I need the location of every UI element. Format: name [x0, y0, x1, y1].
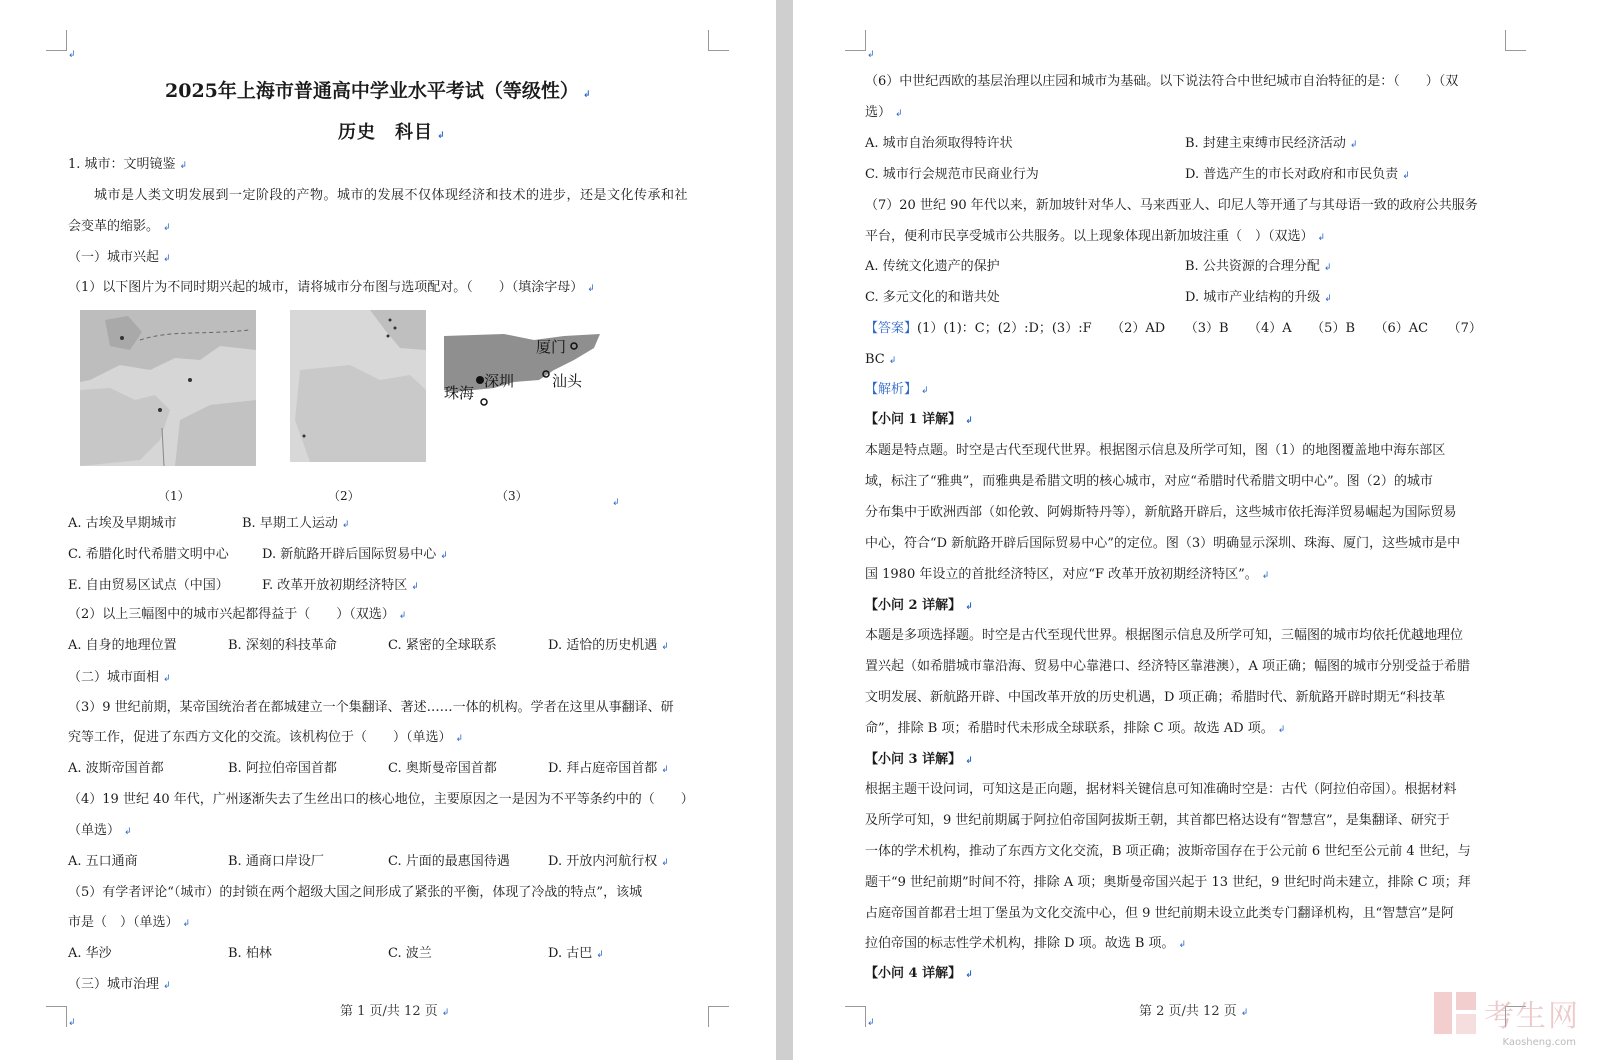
paragraph-mark: ↲	[867, 1018, 875, 1028]
option-b: B. 阿拉伯帝国首都	[228, 761, 337, 776]
watermark-subtext: Kaosheng.com	[1502, 1037, 1576, 1048]
option-d: D. 新航路开辟后国际贸易中心	[262, 547, 437, 562]
answer-line: 【答案】(1）(1)：C；(2）:D；(3）:F （2）AD （3）B （4）A （5）B （6）AC （7）	[865, 321, 1482, 336]
option-d: D. 开放内河航行权	[548, 854, 658, 869]
question-text: （2）以上三幅图中的城市兴起都得益于（ ）（双选） ↲	[68, 607, 407, 622]
option-row: A. 传统文化遗产的保护 B. 公共资源的合理分配 ↲	[865, 257, 1331, 278]
question-text: （6）中世纪西欧的基层治理以庄园和城市为基础。以下说法符合中世纪城市自治特征的是：（ ）（双	[865, 74, 1459, 89]
option-c: C. 奥斯曼帝国首都	[388, 761, 497, 776]
map-mediterranean-east	[80, 310, 256, 466]
option-a: A. 华沙	[68, 946, 112, 961]
analysis-text: 及所学可知，9 世纪前期属于阿拉伯帝国阿拔斯王朝，其首都巴格达设有“智慧宫”，是集翻译、研究于	[865, 813, 1450, 828]
sub-question-heading: 【小问 3 详解】 ↲	[865, 752, 973, 767]
analysis-text: 分布集中于欧洲西部（如伦敦、阿姆斯特丹等），新航路开辟后，这些城市依托海洋贸易崛起为国际贸易	[865, 505, 1457, 520]
option-d: D. 适恰的历史机遇	[548, 638, 658, 653]
option-a: A. 城市自治须取得特许状	[865, 136, 1013, 151]
option-b: B. 早期工人运动	[242, 516, 338, 531]
crop-mark-top-left	[46, 30, 67, 51]
option-c: C. 城市行会规范市民商业行为	[865, 167, 1039, 182]
map-label-xiamen: 厦门	[536, 338, 567, 356]
option-row: A. 城市自治须取得特许状 B. 封建主束缚市民经济活动 ↲	[865, 134, 1357, 155]
section-heading: （二）城市面相 ↲	[68, 670, 171, 685]
crop-mark-bottom-left	[845, 1006, 866, 1027]
question-text: 选） ↲	[865, 105, 903, 120]
map-label-shantou: 汕头	[552, 372, 583, 390]
option-c: C. 希腊化时代希腊文明中心	[68, 547, 229, 562]
option-a: A. 传统文化遗产的保护	[865, 259, 1000, 274]
question-text: （7）20 世纪 90 年代以来，新加坡针对华人、马来西亚人、印尼人等开通了与其母语一致的政府公共服务	[865, 198, 1478, 213]
option-d: D. 拜占庭帝国首都	[548, 761, 658, 776]
analysis-text: 置兴起（如希腊城市靠沿海、贸易中心靠港口、经济特区靠港澳），A 项正确；幅图的城市分别受益于希腊	[865, 659, 1471, 674]
sub-question-heading: 【小问 1 详解】 ↲	[865, 412, 973, 427]
question-text: （1）以下图片为不同时期兴起的城市，请将城市分布图与选项配对。（ ）（填涂字母） ↲	[68, 280, 595, 295]
option-row: C. 希腊化时代希腊文明中心 D. 新航路开辟后国际贸易中心 ↲	[68, 545, 448, 566]
answer-label: 【答案】	[865, 321, 918, 336]
question-text: （5）有学者评论“（城市）的封锁在两个超级大国之间形成了紧张的平衡，体现了冷战的特点”，该城	[68, 885, 643, 900]
analysis-text: 中心，符合“D 新航路开辟后国际贸易中心”的定位。图（3）明确显示深圳、珠海、厦门，这些城市是中	[865, 536, 1461, 551]
crop-mark-top-left	[845, 30, 866, 51]
paragraph-mark: ↲	[68, 50, 76, 60]
crop-mark-bottom-right	[708, 1006, 729, 1027]
analysis-text: 一体的学术机构，推动了东西方文化交流，B 项正确；波斯帝国存在于公元前 6 世纪至公元前 4 世纪，与	[865, 844, 1471, 859]
crop-mark-bottom-left	[46, 1006, 67, 1027]
option-b: B. 通商口岸设厂	[228, 854, 324, 869]
map-label-shenzhen: 深圳	[484, 372, 515, 390]
question-text: 究等工作，促进了东西方文化的交流。该机构位于（ ）（单选） ↲	[68, 730, 464, 745]
option-a: A. 自身的地理位置	[68, 638, 177, 653]
option-b: B. 公共资源的合理分配	[1185, 259, 1320, 274]
map-image-3	[444, 330, 600, 414]
question-text: 市是（ ）（单选） ↲	[68, 915, 191, 930]
question-text: 平台，便利市民享受城市公共服务。以上现象体现出新加坡注重（ ）（双选） ↲	[865, 229, 1326, 244]
analysis-text: 文明发展、新航路开辟、中国改革开放的历史机遇，D 项正确；希腊时代、新航路开辟时期无“科技革	[865, 690, 1446, 705]
option-b: B. 柏林	[228, 946, 272, 961]
analysis-text: 根据主题干设问词，可知这是正向题，据材料关键信息可知准确时空是：古代（阿拉伯帝国）。根据材料	[865, 782, 1457, 797]
page-subtitle: 历史 科目 ↲	[338, 122, 446, 143]
paragraph-mark: ↲	[867, 50, 875, 60]
option-d: D. 普选产生的市长对政府和市民负责	[1185, 167, 1399, 182]
map-image-1	[80, 310, 256, 466]
option-b: B. 深刻的科技革命	[228, 638, 337, 653]
paragraph-mark: ↲	[68, 1018, 76, 1028]
option-a: A. 古埃及早期城市	[68, 516, 177, 531]
option-a: A. 波斯帝国首都	[68, 761, 164, 776]
option-b: B. 封建主束缚市民经济活动	[1185, 136, 1346, 151]
crop-mark-top-right	[708, 30, 729, 51]
option-row: A. 古埃及早期城市 B. 早期工人运动 ↲	[68, 514, 349, 535]
option-d: D. 古巴	[548, 946, 593, 961]
option-c: C. 片面的最惠国待遇	[388, 854, 510, 869]
paragraph-mark: ↲	[612, 498, 620, 508]
page-footer: 第 2 页/共 12 页 ↲	[1139, 1004, 1249, 1019]
question-text: （单选） ↲	[68, 823, 132, 838]
option-a: A. 五口通商	[68, 854, 138, 869]
watermark-text: 考生网	[1484, 999, 1580, 1034]
option-d: D. 城市产业结构的升级	[1185, 290, 1321, 305]
analysis-text: 国 1980 年设立的首批经济特区，对应“F 改革开放初期经济特区”。 ↲	[865, 567, 1270, 582]
analysis-text: 本题是特点题。时空是古代至现代世界。根据图示信息及所学可知，图（1）的地图覆盖地中海东部区	[865, 443, 1446, 458]
document-page-1	[0, 0, 776, 1060]
analysis-text: 占庭帝国首都君士坦丁堡虽为文化交流中心，但 9 世纪前期未设立此类专门翻译机构，且“智慧宫”是阿	[865, 906, 1454, 921]
question-text: （4）19 世纪 40 年代，广州逐渐失去了生丝出口的核心地位，主要原因之一是因为不平等条约中的（ ）	[68, 792, 694, 807]
option-row: C. 多元文化的和谐共处 D. 城市产业结构的升级 ↲	[865, 288, 1332, 309]
analysis-text: 本题是多项选择题。时空是古代至现代世界。根据图示信息及所学可知，三幅图的城市均依托优越地理位	[865, 628, 1464, 643]
map-caption-3: （3）	[496, 489, 528, 503]
option-row: A. 华沙 B. 柏林 C. 波兰 D. 古巴 ↲	[68, 944, 604, 965]
analysis-text: 命”，排除 B 项；希腊时代未形成全球联系，排除 C 项。故选 AD 项。 ↲	[865, 721, 1286, 736]
analysis-text: 域，标注了“雅典”，而雅典是希腊文明的核心城市，对应“希腊时代希腊文明中心”。图（2）的城市	[865, 474, 1433, 489]
section-heading: （一）城市兴起 ↲	[68, 250, 171, 265]
analysis-text: 拉伯帝国的标志性学术机构，排除 D 项。故选 B 项。 ↲	[865, 936, 1187, 951]
map-caption-1: （1）	[158, 489, 190, 503]
document-page-2	[793, 0, 1600, 1060]
analysis-text: 题干“9 世纪前期”时间不符，排除 A 项；奥斯曼帝国兴起于 13 世纪，9 世纪时尚未建立，排除 C 项；拜	[865, 875, 1471, 890]
option-c: C. 波兰	[388, 946, 432, 961]
intro-text: 会变革的缩影。 ↲	[68, 219, 171, 234]
option-e: E. 自由贸易区试点（中国）	[68, 578, 229, 593]
map-image-2	[290, 310, 426, 462]
page-footer: 第 1 页/共 12 页 ↲	[340, 1004, 450, 1019]
watermark-logo-icon	[1432, 990, 1478, 1036]
question-heading: 1. 城市：文明镜鉴 ↲	[68, 157, 188, 172]
crop-mark-top-right	[1505, 30, 1526, 51]
section-heading: （三）城市治理 ↲	[68, 977, 171, 992]
analysis-heading: 【解析】 ↲	[865, 382, 929, 397]
map-western-europe	[290, 310, 426, 462]
page-gutter	[776, 0, 793, 1060]
question-text: （3）9 世纪前期，某帝国统治者在都城建立一个集翻译、著述……一体的机构。学者在这里从事翻译、研	[68, 700, 674, 715]
watermark	[1432, 990, 1580, 1036]
option-row: C. 城市行会规范市民商业行为 D. 普选产生的市长对政府和市民负责 ↲	[865, 165, 1410, 186]
option-row: A. 波斯帝国首都 B. 阿拉伯帝国首都 C. 奥斯曼帝国首都 D. 拜占庭帝国首都 ↲	[68, 759, 669, 780]
option-f: F. 改革开放初期经济特区	[262, 578, 408, 593]
option-row: E. 自由贸易区试点（中国） F. 改革开放初期经济特区 ↲	[68, 576, 419, 597]
sub-question-heading: 【小问 4 详解】 ↲	[865, 966, 973, 981]
map-label-zhuhai: 珠海	[444, 384, 475, 402]
option-c: C. 紧密的全球联系	[388, 638, 497, 653]
intro-text: 城市是人类文明发展到一定阶段的产物。城市的发展不仅体现经济和技术的进步，还是文化传承和社	[94, 188, 689, 203]
sub-question-heading: 【小问 2 详解】 ↲	[865, 598, 973, 613]
option-row: A. 自身的地理位置 B. 深刻的科技革命 C. 紧密的全球联系 D. 适恰的历史机遇 ↲	[68, 636, 669, 657]
answer-line: BC ↲	[865, 352, 897, 367]
option-c: C. 多元文化的和谐共处	[865, 290, 1000, 305]
map-caption-2: （2）	[328, 489, 360, 503]
page-title: 2025年上海市普通高中学业水平考试（等级性） ↲	[165, 80, 591, 102]
option-row: A. 五口通商 B. 通商口岸设厂 C. 片面的最惠国待遇 D. 开放内河航行权 ↲	[68, 852, 669, 873]
